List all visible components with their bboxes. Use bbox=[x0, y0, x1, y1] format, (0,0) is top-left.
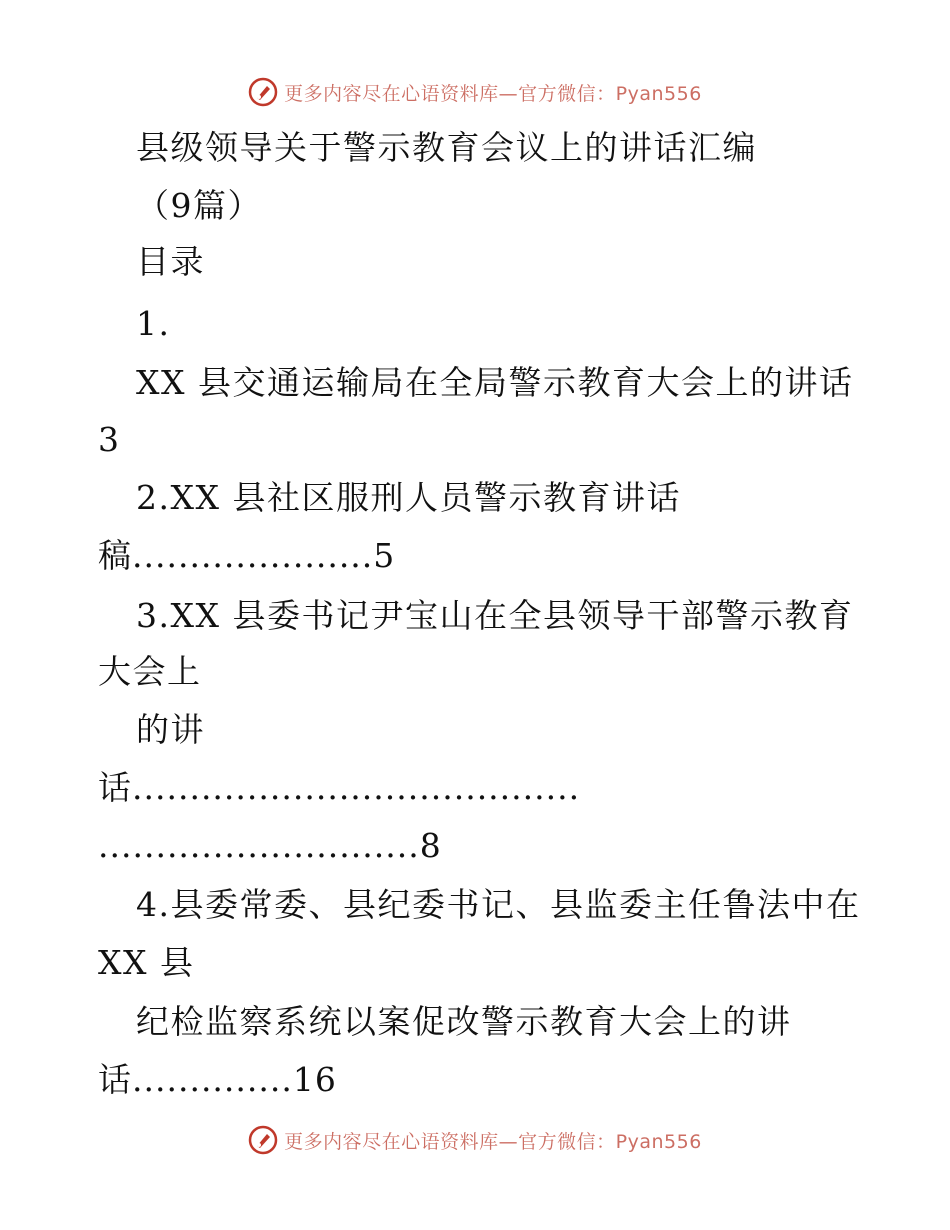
toc-item-1-page: 3 bbox=[98, 420, 121, 459]
toc-item-4-title: 4.县委常委、县纪委书记、县监委主任鲁法中在 bbox=[136, 885, 861, 924]
toc-item-1-title: XX 县交通运输局在全局警示教育大会上的讲话 bbox=[136, 363, 854, 402]
pen-logo-icon bbox=[248, 1125, 278, 1155]
document-title-count: （9篇） bbox=[136, 186, 262, 225]
toc-item-3-leader-page: ............................8 bbox=[98, 826, 442, 865]
watermark-text: 更多内容尽在心语资料库—官方微信：Pyan556 bbox=[284, 1130, 702, 1153]
toc-item-3-title-cont: 大会上 bbox=[98, 652, 202, 691]
toc-item-4-title-cont: XX 县 bbox=[98, 943, 195, 982]
toc-item-2-title: 2.XX 县社区服刑人员警示教育讲话 bbox=[136, 478, 681, 517]
pen-logo-icon bbox=[248, 77, 278, 107]
watermark-text: 更多内容尽在心语资料库—官方微信：Pyan556 bbox=[284, 82, 702, 105]
toc-item-3-title: 3.XX 县委书记尹宝山在全县领导干部警示教育 bbox=[136, 596, 854, 635]
toc-item-4-leader: 话..............16 bbox=[98, 1060, 337, 1099]
watermark-banner-top bbox=[0, 72, 950, 112]
toc-item-3-title-cont2: 的讲 bbox=[136, 710, 205, 749]
toc-item-2-leader: 稿.....................5 bbox=[98, 536, 396, 575]
document-title: 县级领导关于警示教育会议上的讲话汇编 bbox=[136, 128, 757, 167]
toc-item-4-title-cont2: 纪检监察系统以案促改警示教育大会上的讲 bbox=[136, 1002, 792, 1041]
toc-item-3-leader: 话....................................... bbox=[98, 768, 581, 807]
watermark-banner-bottom bbox=[0, 1120, 950, 1160]
toc-heading: 目录 bbox=[136, 242, 205, 281]
toc-item-1-number: 1. bbox=[136, 304, 171, 343]
